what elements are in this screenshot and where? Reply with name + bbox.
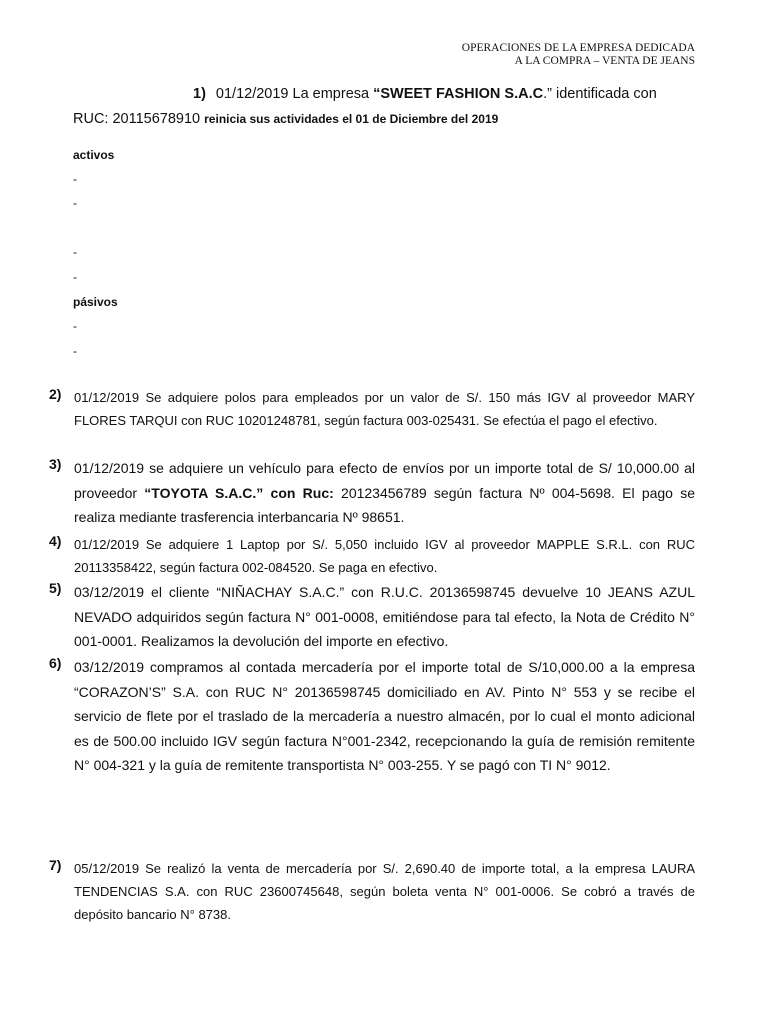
item-7-text: 05/12/2019 Se realizó la venta de mercadería por S/. 2,690.40 de importe total, a la empresa LAURA TENDENCIAS S.A. con RUC 23600745648, según boleta venta N° 001-0006. Se cobró a través de depósito bancario N° 8738. xyxy=(74,861,695,922)
pasivos-label: pásivos xyxy=(73,295,118,309)
item-5-text: 03/12/2019 el cliente “NIÑACHAY S.A.C.” con R.U.C. 20136598745 devuelve 10 JEANS AZUL NEVADO adquiridos según factura N° 001-0008, emitiéndose para tal efecto, la Nota de Crédito N° 001-0001. Realizamos la devolución del importe en efectivo. xyxy=(74,584,695,649)
activos-dash-2: - xyxy=(73,196,77,210)
item-1-line-2 xyxy=(73,111,498,127)
item-6 xyxy=(49,655,695,778)
item-7 xyxy=(49,857,695,926)
item-2 xyxy=(49,386,695,432)
activos-dash-3: - xyxy=(73,245,77,259)
item-3-text xyxy=(74,456,695,530)
header-line-2: A LA COMPRA – VENTA DE JEANS xyxy=(514,55,695,67)
item-1 xyxy=(193,86,657,102)
item-5-number: 5) xyxy=(49,580,62,596)
activos-label: activos xyxy=(73,148,115,162)
item-4-number: 4) xyxy=(49,533,62,549)
item-1-number: 1) xyxy=(193,86,206,102)
item-2-text: 01/12/2019 Se adquiere polos para empleados por un valor de S/. 150 más IGV al proveedor MARY FLORES TARQUI con RUC 10201248781, según factura 003-025431. Se efectúa el pago el efectivo. xyxy=(74,390,695,428)
item-1-text-a: 01/12/2019 La empresa xyxy=(215,86,374,102)
document-header xyxy=(462,42,695,68)
item-1-ruc: RUC: 20115678910 xyxy=(73,111,205,127)
activos-dash-4: - xyxy=(73,270,77,284)
item-2-number: 2) xyxy=(49,386,62,402)
activos-dash-1: - xyxy=(73,172,77,186)
item-3-number: 3) xyxy=(49,456,62,472)
pasivos-dash-2: - xyxy=(73,344,77,358)
item-1-text-b: .” identificada con xyxy=(543,86,657,102)
item-1-company: “SWEET FASHION S.A.C xyxy=(373,86,544,102)
item-3-supplier: “TOYOTA S.A.C.” con Ruc: xyxy=(144,484,334,501)
item-7-number: 7) xyxy=(49,857,62,873)
header-line-1: OPERACIONES DE LA EMPRESA DEDICADA xyxy=(461,42,695,54)
pasivos-dash-1: - xyxy=(73,319,77,333)
item-6-text: 03/12/2019 compramos al contada mercadería por el importe total de S/10,000.00 a la empresa “CORAZON’S” S.A. con RUC N° 20136598745 domiciliado en AV. Pinto N° 553 y se recibe el servicio de flete por el traslado de la mercadería a nuestro almacén, por lo cual el monto adicional es de 500.00 incluido IGV según factura N°001-2342, recepcionando la guía de remisión remitente N° 004-321 y la guía de remitente transportista N° 003-255. Y se pagó con TI N° 9012. xyxy=(74,659,695,773)
item-3-text-b: 20123456789 según factura Nº 004-5698. El pago se realiza mediante trasferencia interbancaria Nº 98651. xyxy=(74,484,695,525)
item-1-restart: reinicia sus actividades el 01 de Diciembre del 2019 xyxy=(204,112,499,126)
item-6-number: 6) xyxy=(49,655,62,671)
item-3-text-a: 01/12/2019 se adquiere un vehículo para efecto de envíos por un importe total de S/ 10,000.00 al proveedor xyxy=(74,460,695,501)
item-4 xyxy=(49,533,695,579)
item-4-text: 01/12/2019 Se adquiere 1 Laptop por S/. 5,050 incluido IGV al proveedor MAPPLE S.R.L. con RUC 20113358422, según factura 002-084520. Se paga en efectivo. xyxy=(74,537,695,575)
item-3 xyxy=(49,456,695,530)
item-5 xyxy=(49,580,695,654)
